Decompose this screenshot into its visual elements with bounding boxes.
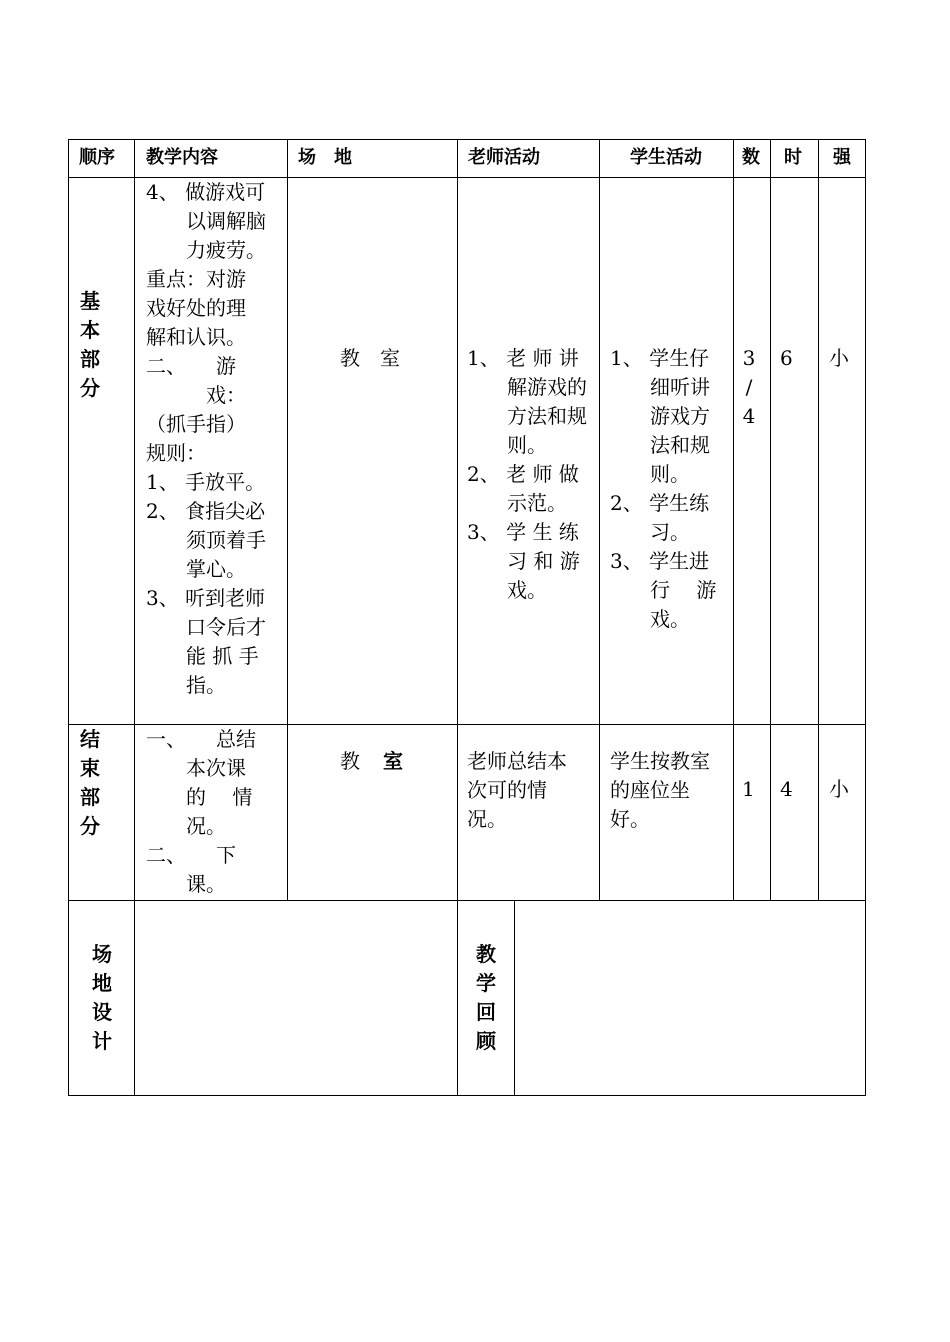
basic-content-line: 4、 做游戏可 <box>146 180 266 204</box>
header-student-activity: 学生活动 <box>630 147 702 168</box>
basic-content-line: 能 抓 手 <box>146 644 259 668</box>
header-venue: 场 地 <box>298 147 352 168</box>
basic-student-line: 3、 学生进 <box>610 549 710 573</box>
basic-content-line: 掌心。 <box>146 557 246 581</box>
basic-student-line: 细听讲 <box>610 375 710 399</box>
basic-content-line: 1、 手放平。 <box>146 470 266 494</box>
basic-content-line: 重点：对游 <box>146 267 246 291</box>
basic-time: 6 <box>780 346 793 370</box>
basic-content-line: 3、 听到老师 <box>146 586 266 610</box>
ending-content-line: 课。 <box>146 872 226 896</box>
basic-student-line: 2、 学生练 <box>610 491 710 515</box>
basic-section-label: 基本部分 <box>80 289 100 400</box>
ending-content-line: 一、 总结 <box>146 727 256 751</box>
basic-content-line: 戏好处的理 <box>146 296 246 320</box>
ending-teacher-line: 次可的情 <box>467 778 547 802</box>
basic-content-line: 2、 食指尖必 <box>146 499 266 523</box>
basic-content-line: 规则： <box>146 441 206 465</box>
basic-student-line: 行 游 <box>610 578 717 602</box>
basic-venue: 教 室 <box>340 346 400 370</box>
basic-content-line: 指。 <box>146 673 226 697</box>
basic-teacher-line: 解游戏的 <box>467 375 587 399</box>
basic-student-line: 法和规 <box>610 433 710 457</box>
ending-content-line: 二、 下 <box>146 843 236 867</box>
ending-content-line: 况。 <box>146 814 226 838</box>
basic-content-line: 戏： <box>146 383 246 407</box>
basic-content-line: 以调解脑 <box>146 209 266 233</box>
ending-teacher-cell <box>467 747 567 834</box>
basic-count-line: / <box>745 375 753 399</box>
basic-content-line: 解和认识。 <box>146 325 246 349</box>
basic-content-line: 口令后才 <box>146 615 266 639</box>
ending-student-cell <box>610 747 710 834</box>
basic-teacher-line: 方法和规 <box>467 404 587 428</box>
basic-teacher-line: 戏。 <box>467 578 547 602</box>
ending-content-line: 本次课 <box>146 756 246 780</box>
basic-teacher-cell <box>467 344 587 605</box>
basic-teacher-line: 则。 <box>467 433 547 457</box>
basic-student-line: 则。 <box>610 462 690 486</box>
header-intensity: 强 <box>833 147 851 168</box>
basic-student-line: 1、 学生仔 <box>610 346 710 370</box>
venue-design-area <box>135 901 457 1095</box>
basic-student-line: 游戏方 <box>610 404 710 428</box>
header-content: 教学内容 <box>146 147 218 168</box>
ending-count: 1 <box>742 777 755 801</box>
basic-content-line: 二、 游 <box>146 354 236 378</box>
basic-student-cell <box>610 344 716 634</box>
ending-student-line: 学生按教室 <box>610 749 710 773</box>
basic-teacher-line: 2、 老 师 做 <box>467 462 579 486</box>
basic-teacher-line: 习 和 游 <box>467 549 580 573</box>
ending-student-line: 好。 <box>610 807 650 831</box>
ending-content-line: 的 情 <box>146 785 253 809</box>
basic-content-line: 须顶着手 <box>146 528 266 552</box>
ending-section-label: 结束部分 <box>80 727 100 838</box>
basic-teacher-line: 3、 学 生 练 <box>467 520 579 544</box>
basic-teacher-line: 1、 老 师 讲 <box>467 346 579 370</box>
ending-teacher-line: 老师总结本 <box>467 749 567 773</box>
header-count: 数 <box>742 147 760 168</box>
ending-venue-first: 教 <box>340 749 360 773</box>
basic-count-line: 3 <box>742 346 756 370</box>
venue-design-label: 场地设计 <box>92 942 112 1053</box>
basic-content-line: 力疲劳。 <box>146 238 266 262</box>
ending-content-cell <box>146 725 256 899</box>
ending-intensity: 小 <box>829 777 849 801</box>
header-time: 时 <box>784 147 802 168</box>
ending-time: 4 <box>780 777 793 801</box>
basic-count-line: 4 <box>742 404 756 428</box>
basic-student-line: 习。 <box>610 520 690 544</box>
ending-teacher-line: 况。 <box>467 807 507 831</box>
header-teacher-activity: 老师活动 <box>468 147 540 168</box>
ending-student-line: 的座位坐 <box>610 778 690 802</box>
teaching-review-label: 教学回顾 <box>476 942 496 1053</box>
basic-teacher-line: 示范。 <box>467 491 567 515</box>
basic-student-line: 戏。 <box>610 607 690 631</box>
teaching-review-area <box>515 901 865 1095</box>
basic-content-cell <box>146 178 266 700</box>
basic-content-line: （抓手指） <box>146 412 246 436</box>
ending-venue-second: 室 <box>383 749 403 773</box>
basic-intensity: 小 <box>829 346 849 370</box>
header-order: 顺序 <box>79 147 115 168</box>
basic-count-cell <box>741 344 757 431</box>
